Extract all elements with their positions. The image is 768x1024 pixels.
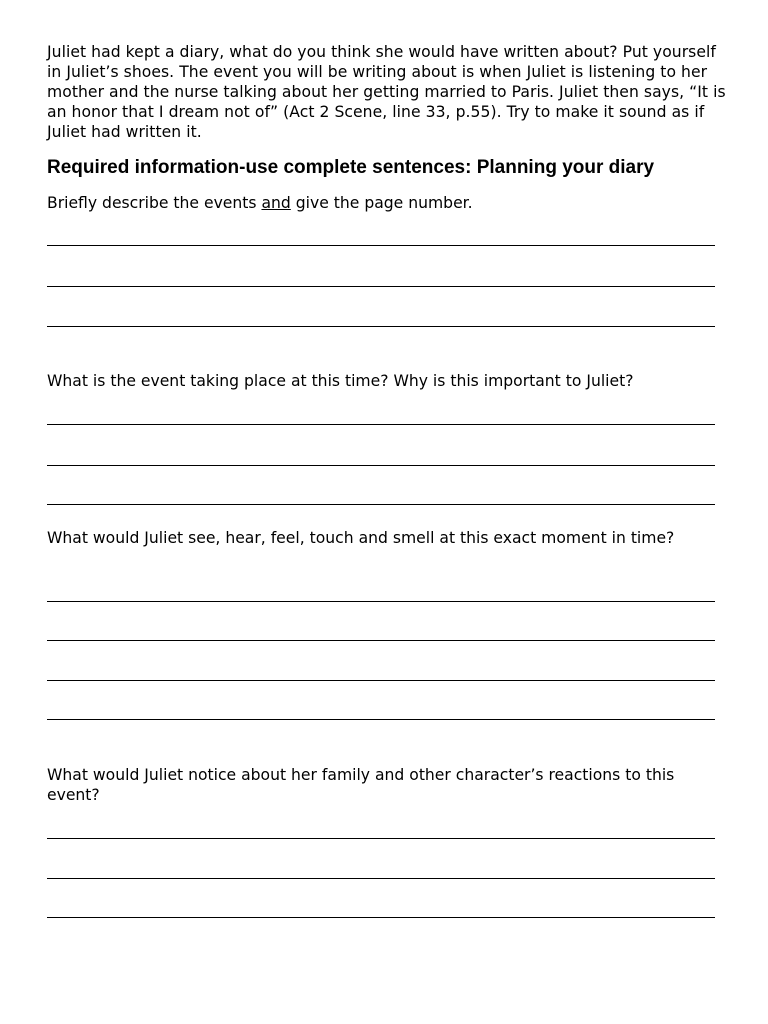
question-3: What would Juliet see, hear, feel, touch and smell at this exact moment in time? [47,529,675,547]
answer-line-4-2[interactable] [47,878,715,879]
question-1 [47,193,727,213]
answer-line-4-1[interactable] [47,838,715,839]
answer-line-2-1[interactable] [47,424,715,425]
answer-line-3-1[interactable] [47,601,715,602]
question-1-text-before: Briefly describe the events [47,194,262,212]
intro-paragraph: Juliet had kept a diary, what do you think she would have written about? Put yourself in Juliet’s shoes. The event you will be writing about is when Juliet is listening to her mother and the nurse talking about her getting married to Paris. Juliet then says, “It is an honor that I dream not of” (Act 2 Scene, line 33, p.55). Try to make it sound as if Juliet had written it. [47,43,726,141]
answer-line-1-2[interactable] [47,286,715,287]
answer-line-2-3[interactable] [47,504,715,505]
answer-line-1-3[interactable] [47,326,715,327]
question-4: What would Juliet notice about her family and other character’s reactions to this event? [47,766,675,804]
answer-line-2-2[interactable] [47,465,715,466]
answer-line-3-3[interactable] [47,680,715,681]
question-1-text-after: give the page number. [290,194,473,212]
answer-line-4-3[interactable] [47,917,715,918]
answer-line-3-2[interactable] [47,640,715,641]
section-heading: Required information-use complete sentences: Planning your diary [47,157,655,178]
answer-line-3-4[interactable] [47,719,715,720]
question-2: What is the event taking place at this time? Why is this important to Juliet? [47,372,634,390]
answer-line-1-1[interactable] [47,245,715,246]
question-1-underlined-word: and [261,194,291,212]
